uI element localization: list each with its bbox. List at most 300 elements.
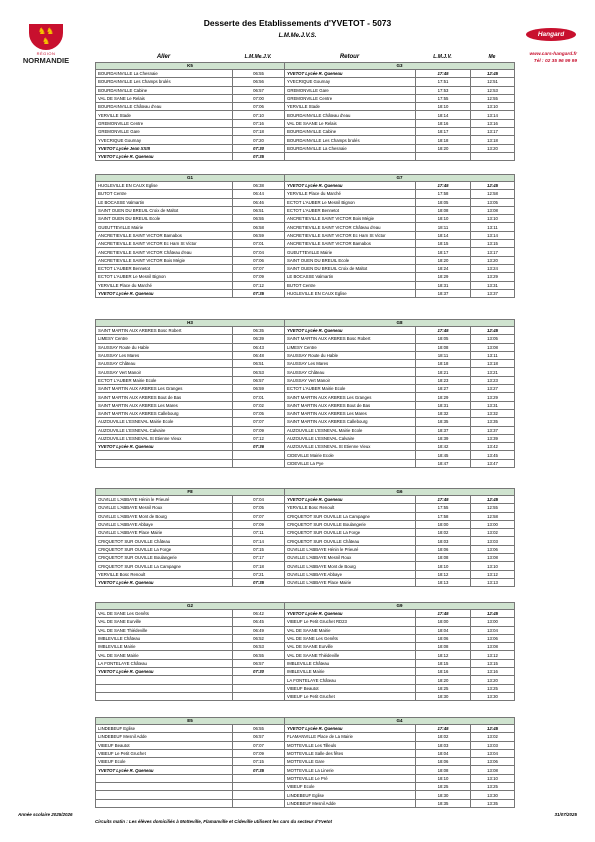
- time-retour: 18:23: [416, 376, 471, 384]
- stop-retour: LA FONTELAYE Château: [285, 676, 416, 684]
- stop-aller: SAUSSAY Vert Manoir: [96, 368, 233, 376]
- stop-aller: CRIQUETOT SUR OUVILLE Boulangerie: [96, 554, 233, 562]
- time-retour: 18:20: [416, 256, 471, 264]
- doc-date: 31/07/2025: [554, 812, 577, 817]
- stop-aller: BUTOT Centre: [96, 190, 233, 198]
- stop-retour: [285, 152, 416, 160]
- table-row: [96, 684, 515, 692]
- stop-aller: SAUSSAY Château: [96, 360, 233, 368]
- stop-aller: GREMONVILLE Centre: [96, 119, 233, 127]
- hangard-logo: Hangard: [526, 28, 576, 41]
- time-me: 13:10: [471, 562, 515, 570]
- time-aller: 07:18: [233, 562, 285, 570]
- time-me: 13:37: [471, 426, 515, 434]
- time-me: 13:25: [471, 783, 515, 791]
- time-me: 13:08: [471, 554, 515, 562]
- time-retour: 18:10: [416, 215, 471, 223]
- stop-retour: VIBEUF Ecole: [285, 783, 416, 791]
- timetable-block: [95, 319, 515, 468]
- stop-aller: YVETOT Lycée R. Queneau: [96, 668, 233, 676]
- table-row: [96, 741, 515, 749]
- table-row: [96, 626, 515, 634]
- region-label: NORMANDIE: [22, 56, 70, 65]
- stop-retour: GREMONVILLE Centre: [285, 94, 416, 102]
- table-row: [96, 86, 515, 94]
- stop-retour: BOURDAINVILLE La Chesnaie: [285, 144, 416, 152]
- stop-retour: VIBEUF Le Petit Gruchet RD23: [285, 618, 416, 626]
- stop-retour: IMBLEVILLE Château: [285, 659, 416, 667]
- stop-retour: BUTOT Centre: [285, 281, 416, 289]
- time-retour: 18:32: [416, 409, 471, 417]
- table-row: [96, 459, 515, 467]
- stop-retour: MOTTEVILLE La Linerie: [285, 766, 416, 774]
- time-me: 13:39: [471, 434, 515, 442]
- table-row: [96, 426, 515, 434]
- table-row: [96, 799, 515, 807]
- time-retour: 17:45: [416, 725, 471, 733]
- time-retour: 18:00: [416, 618, 471, 626]
- stop-retour: AUZOUVILLE L'ESNEVAL Mairie Ecole: [285, 426, 416, 434]
- time-retour: 18:42: [416, 443, 471, 451]
- time-aller: [233, 791, 285, 799]
- stop-aller: LINDEBEUF Eglise: [96, 725, 233, 733]
- time-me: 13:06: [471, 634, 515, 642]
- stop-aller: GUEUTTEVILLE Mairie: [96, 223, 233, 231]
- time-me: 13:15: [471, 240, 515, 248]
- stop-aller: VIBEUF Beautot: [96, 741, 233, 749]
- time-aller: 07:09: [233, 273, 285, 281]
- time-retour: 18:24: [416, 264, 471, 272]
- stop-retour: YERVILLE Bosc Renoult: [285, 504, 416, 512]
- stop-retour: YVETOT Lycée R. Queneau: [285, 725, 416, 733]
- time-retour: 17:58: [416, 512, 471, 520]
- time-retour: 18:29: [416, 393, 471, 401]
- stop-aller: YVETOT Lycée R. Queneau: [96, 766, 233, 774]
- table-row: [96, 610, 515, 618]
- table-row: [96, 335, 515, 343]
- time-retour: 18:17: [416, 128, 471, 136]
- time-me: 12:45: [471, 496, 515, 504]
- stop-retour: SAINT MARTIN AUX ARBRES Bosc Robert: [285, 335, 416, 343]
- time-aller: 07:06: [233, 256, 285, 264]
- stop-aller: BOURDAINVILLE La Chesnaie: [96, 70, 233, 78]
- stop-retour: SAINT MARTIN AUX ARBRES Les Granges: [285, 393, 416, 401]
- table-row: [96, 659, 515, 667]
- stop-retour: YERVILLE Place du Marché: [285, 190, 416, 198]
- stop-retour: MOTTEVILLE Les Tilleuls: [285, 741, 416, 749]
- time-me: 13:18: [471, 360, 515, 368]
- time-me: 12:55: [471, 504, 515, 512]
- time-me: 13:37: [471, 289, 515, 297]
- time-me: 13:31: [471, 281, 515, 289]
- time-aller: 06:38: [233, 182, 285, 190]
- time-me: 13:10: [471, 215, 515, 223]
- time-aller: 07:30: [233, 668, 285, 676]
- stop-aller: LE BOCASSE Valmartin: [96, 198, 233, 206]
- stop-retour: CRIQUETOT SUR OUVILLE La Forge: [285, 529, 416, 537]
- time-aller: 07:00: [233, 94, 285, 102]
- stop-aller: [96, 799, 233, 807]
- time-aller: 06:59: [233, 231, 285, 239]
- time-aller: 06:44: [233, 190, 285, 198]
- time-aller: 07:18: [233, 128, 285, 136]
- table-row: [96, 520, 515, 528]
- time-aller: 06:55: [233, 651, 285, 659]
- stop-retour: ECTOT L'AUBER Le Mesnil Bignon: [285, 198, 416, 206]
- stop-aller: LIMESY Centre: [96, 335, 233, 343]
- stop-retour: ECTOT L'AUBER Bennetot: [285, 206, 416, 214]
- stop-aller: OUVILLE L'ABBAYE Abbaye: [96, 520, 233, 528]
- time-retour: 18:30: [416, 791, 471, 799]
- stop-aller: YVETOT Lycée R. Queneau: [96, 443, 233, 451]
- time-aller: 07:35: [233, 289, 285, 297]
- stop-aller: BOURDAINVILLE Cabine: [96, 86, 233, 94]
- time-retour: 18:25: [416, 684, 471, 692]
- time-me: 13:03: [471, 537, 515, 545]
- time-me: 13:08: [471, 643, 515, 651]
- time-me: 13:21: [471, 368, 515, 376]
- table-row: [96, 562, 515, 570]
- time-aller: [233, 676, 285, 684]
- time-retour: 18:12: [416, 570, 471, 578]
- time-me: 13:02: [471, 529, 515, 537]
- stop-retour: BOURDAINVILLE Cabine: [285, 128, 416, 136]
- time-me: 13:11: [471, 351, 515, 359]
- time-aller: 06:39: [233, 335, 285, 343]
- time-aller: 07:06: [233, 103, 285, 111]
- time-aller: 07:16: [233, 119, 285, 127]
- time-me: 13:20: [471, 676, 515, 684]
- time-me: 13:17: [471, 128, 515, 136]
- stop-retour: YVETOT Lycée R. Queneau: [285, 70, 416, 78]
- table-row: [96, 385, 515, 393]
- time-me: 13:11: [471, 223, 515, 231]
- time-aller: 06:59: [233, 385, 285, 393]
- time-retour: 18:35: [416, 418, 471, 426]
- time-me: 12:58: [471, 190, 515, 198]
- table-row: [96, 401, 515, 409]
- table-row: [96, 144, 515, 152]
- time-retour: 17:55: [416, 504, 471, 512]
- time-aller: 07:07: [233, 418, 285, 426]
- table-row: [96, 512, 515, 520]
- stop-aller: YERVILLE Stade: [96, 111, 233, 119]
- stop-retour: SAINT MARTIN AUX ARBRES Bout de Bas: [285, 401, 416, 409]
- stop-retour: LINDEBEUF Eglise: [285, 791, 416, 799]
- stop-aller: VAL DE SANE Les Genêts: [96, 610, 233, 618]
- stop-retour: ANCRETIEVILLE SAINT VICTOR Ec Harn St Victor: [285, 231, 416, 239]
- time-aller: 06:55: [233, 725, 285, 733]
- circuit-code-row: [96, 175, 515, 182]
- time-retour: 18:13: [416, 578, 471, 586]
- circuit-code-retour: G6: [285, 489, 515, 496]
- time-aller: [233, 783, 285, 791]
- stop-retour: VAL DE SAANE Eurville: [285, 643, 416, 651]
- table-row: [96, 733, 515, 741]
- time-retour: 18:10: [416, 562, 471, 570]
- time-retour: 18:06: [416, 758, 471, 766]
- table-row: [96, 393, 515, 401]
- stop-retour: LINDEBEUF Mesnil Adde: [285, 799, 416, 807]
- stop-aller: YVETOT Lycée R. Queneau: [96, 289, 233, 297]
- time-retour: 18:06: [416, 634, 471, 642]
- circuit-code-retour: G7: [285, 175, 515, 182]
- time-me: 13:04: [471, 626, 515, 634]
- time-retour: 18:18: [416, 136, 471, 144]
- table-row: [96, 692, 515, 700]
- time-me: 12:55: [471, 94, 515, 102]
- time-aller: 07:15: [233, 545, 285, 553]
- table-row: [96, 368, 515, 376]
- time-aller: 06:46: [233, 198, 285, 206]
- time-retour: 17:45: [416, 496, 471, 504]
- table-row: [96, 152, 515, 160]
- stop-retour: YERVILLE Stade: [285, 103, 416, 111]
- time-me: 13:17: [471, 248, 515, 256]
- table-row: [96, 103, 515, 111]
- stop-aller: ANCRETIEVILLE SAINT VICTOR Château d'eau: [96, 248, 233, 256]
- school-year: Année scolaire 2025/2026: [18, 812, 73, 817]
- time-retour: 18:39: [416, 434, 471, 442]
- stop-aller: SAINT MARTIN AUX ARBRES Bout de Bas: [96, 393, 233, 401]
- time-retour: 18:08: [416, 766, 471, 774]
- stop-retour: GREMONVILLE Gare: [285, 86, 416, 94]
- time-me: 13:24: [471, 264, 515, 272]
- table-row: [96, 78, 515, 86]
- time-aller: 06:56: [233, 78, 285, 86]
- stop-retour: AUZOUVILLE L'ESNEVAL Calvaire: [285, 434, 416, 442]
- stop-retour: VAL DE SAANE Thiédeville: [285, 651, 416, 659]
- table-row: [96, 570, 515, 578]
- time-me: 13:12: [471, 570, 515, 578]
- table-row: [96, 545, 515, 553]
- time-retour: 18:11: [416, 223, 471, 231]
- time-me: 13:29: [471, 393, 515, 401]
- table-row: [96, 206, 515, 214]
- time-aller: 07:05: [233, 409, 285, 417]
- time-retour: 18:02: [416, 529, 471, 537]
- stop-aller: YVECRIQUE Gournay: [96, 136, 233, 144]
- table-row: [96, 791, 515, 799]
- table-row: [96, 766, 515, 774]
- time-aller: 06:58: [233, 223, 285, 231]
- circuit-code-retour: G3: [285, 63, 515, 70]
- lions-shield-icon: ♞♞ ♞: [29, 24, 63, 50]
- table-row: [96, 537, 515, 545]
- stop-retour: OUVILLE L'ABBAYE Mesnil Roux: [285, 554, 416, 562]
- stop-aller: SAINT MARTIN AUX ARBRES Bosc Robert: [96, 327, 233, 335]
- circuit-code-aller: G2: [96, 603, 285, 610]
- stop-aller: LA FONTELAYE Château: [96, 659, 233, 667]
- time-me: 12:45: [471, 725, 515, 733]
- time-me: 13:08: [471, 343, 515, 351]
- time-aller: 07:09: [233, 426, 285, 434]
- stop-aller: VIBEUF Le Petit Gruchet: [96, 749, 233, 757]
- stop-retour: MOTTEVILLE Le Pré: [285, 774, 416, 782]
- time-aller: [233, 692, 285, 700]
- time-retour: 18:30: [416, 692, 471, 700]
- carrier-website[interactable]: www.cars-hangard.fr: [529, 52, 577, 57]
- stop-retour: CRIQUETOT SUR OUVILLE Boulangerie: [285, 520, 416, 528]
- circuit-code-retour: G8: [285, 320, 515, 327]
- time-aller: 06:49: [233, 626, 285, 634]
- stop-aller: [96, 459, 233, 467]
- time-me: 13:30: [471, 791, 515, 799]
- time-retour: [416, 152, 471, 160]
- time-retour: 18:47: [416, 459, 471, 467]
- stop-aller: IMBLEVILLE Château: [96, 634, 233, 642]
- table-row: [96, 264, 515, 272]
- stop-aller: SAUSSAY Route du Hable: [96, 343, 233, 351]
- table-row: [96, 182, 515, 190]
- table-row: [96, 215, 515, 223]
- time-aller: [233, 459, 285, 467]
- time-retour: 17:58: [416, 190, 471, 198]
- time-aller: 06:45: [233, 618, 285, 626]
- table-row: [96, 443, 515, 451]
- time-me: 13:05: [471, 335, 515, 343]
- time-me: 13:08: [471, 766, 515, 774]
- time-me: 13:32: [471, 409, 515, 417]
- time-me: 13:00: [471, 520, 515, 528]
- time-retour: 18:17: [416, 248, 471, 256]
- time-aller: 07:36: [233, 443, 285, 451]
- stop-aller: SAINT OUEN DU BREUIL Ecole: [96, 215, 233, 223]
- time-retour: 18:29: [416, 273, 471, 281]
- time-retour: 18:12: [416, 651, 471, 659]
- stop-retour: VAL DE SANE Les Genêts: [285, 634, 416, 642]
- time-me: 13:35: [471, 799, 515, 807]
- stop-retour: SAUSSAY Vert Manoir: [285, 376, 416, 384]
- time-retour: 17:45: [416, 182, 471, 190]
- time-aller: 06:51: [233, 360, 285, 368]
- footer-note: Circuits matin : Les élèves domiciliés à Motteville, Flamanville et Cideville utilisent les cars du secteur d'Yvetot: [95, 819, 332, 824]
- stop-aller: SAUSSAY Les Mares: [96, 351, 233, 359]
- time-aller: 07:02: [233, 401, 285, 409]
- table-row: [96, 198, 515, 206]
- stop-aller: [96, 783, 233, 791]
- time-me: 13:15: [471, 659, 515, 667]
- stop-aller: VAL DE SANE Eurville: [96, 618, 233, 626]
- time-retour: 18:27: [416, 385, 471, 393]
- table-row: [96, 529, 515, 537]
- time-me: 12:45: [471, 70, 515, 78]
- table-row: [96, 327, 515, 335]
- time-aller: 07:07: [233, 741, 285, 749]
- stop-retour: YVETOT Lycée R. Queneau: [285, 182, 416, 190]
- page-subtitle: L.M.Me.J.V.S.: [278, 33, 317, 39]
- col-retour-days: L.M.J.V.: [415, 52, 470, 64]
- time-me: 13:16: [471, 119, 515, 127]
- stop-aller: OUVILLE L'ABBAYE Place Mairie: [96, 529, 233, 537]
- stop-retour: MOTTEVILLE Gare: [285, 758, 416, 766]
- time-retour: 18:05: [416, 198, 471, 206]
- circuit-code-aller: H3: [96, 320, 285, 327]
- time-retour: 18:03: [416, 741, 471, 749]
- stop-retour: ECTOT L'AUBER Mairie Ecole: [285, 385, 416, 393]
- time-aller: 07:35: [233, 152, 285, 160]
- table-row: [96, 676, 515, 684]
- time-me: 13:12: [471, 651, 515, 659]
- stop-retour: ANCRETIEVILLE SAINT VICTOR Bamabos: [285, 240, 416, 248]
- stop-aller: ECTOT L'AUBER Mairie Ecole: [96, 376, 233, 384]
- stop-aller: [96, 451, 233, 459]
- table-row: [96, 136, 515, 144]
- table-row: [96, 668, 515, 676]
- stop-aller: SAINT MARTIN AUX ARBRES Callebourg: [96, 409, 233, 417]
- stop-retour: LIMESY Centre: [285, 343, 416, 351]
- stop-aller: ECTOT L'AUBER Le Mesnil Bignon: [96, 273, 233, 281]
- table-row: [96, 774, 515, 782]
- time-me: 12:45: [471, 610, 515, 618]
- circuit-code-aller: K5: [96, 63, 285, 70]
- stop-retour: BOURDAINVILLE Les Champs brulés: [285, 136, 416, 144]
- circuit-code-row: [96, 718, 515, 725]
- stop-aller: ANCRETIEVILLE SAINT VICTOR Bois Mégie: [96, 256, 233, 264]
- time-me: 13:23: [471, 376, 515, 384]
- time-retour: 18:21: [416, 368, 471, 376]
- time-aller: 07:12: [233, 434, 285, 442]
- col-retour: Retour: [284, 52, 415, 64]
- stop-aller: HUGLEVILLE EN CAUX Eglise: [96, 182, 233, 190]
- time-aller: 07:07: [233, 264, 285, 272]
- table-row: [96, 725, 515, 733]
- time-retour: 17:55: [416, 94, 471, 102]
- stop-aller: YVETOT Lycée R. Queneau: [96, 152, 233, 160]
- time-aller: [233, 451, 285, 459]
- time-retour: 18:10: [416, 774, 471, 782]
- time-me: 13:00: [471, 618, 515, 626]
- stop-retour: VIBEUF Beautot: [285, 684, 416, 692]
- table-row: [96, 70, 515, 78]
- time-aller: 06:53: [233, 368, 285, 376]
- stop-retour: SAINT MARTIN AUX ARBRES Les Mares: [285, 409, 416, 417]
- time-aller: 06:57: [233, 376, 285, 384]
- time-retour: 18:08: [416, 343, 471, 351]
- time-me: 13:45: [471, 451, 515, 459]
- stop-aller: LINDEBEUF Mesnil Adde: [96, 733, 233, 741]
- table-row: [96, 343, 515, 351]
- table-row: [96, 504, 515, 512]
- timetable-block: [95, 602, 515, 701]
- time-me: 13:06: [471, 758, 515, 766]
- table-row: [96, 554, 515, 562]
- table-row: [96, 351, 515, 359]
- stop-retour: LE BOCASSE Valmartin: [285, 273, 416, 281]
- table-row: [96, 119, 515, 127]
- time-retour: 18:16: [416, 668, 471, 676]
- stop-aller: IMBLEVILLE Mairie: [96, 643, 233, 651]
- time-retour: 17:45: [416, 327, 471, 335]
- time-retour: 18:16: [416, 119, 471, 127]
- stop-retour: CRIQUETOT SUR OUVILLE Château: [285, 537, 416, 545]
- time-aller: [233, 684, 285, 692]
- stop-retour: HUGLEVILLE EN CAUX Eglise: [285, 289, 416, 297]
- time-retour: 18:37: [416, 289, 471, 297]
- time-me: 12:53: [471, 86, 515, 94]
- time-retour: 18:18: [416, 360, 471, 368]
- circuit-code-row: [96, 603, 515, 610]
- time-retour: 18:10: [416, 103, 471, 111]
- time-retour: 18:25: [416, 783, 471, 791]
- stop-aller: AUZOUVILLE L'ESNEVAL St Etienne Vieux: [96, 434, 233, 442]
- time-aller: 06:48: [233, 351, 285, 359]
- time-retour: 18:35: [416, 799, 471, 807]
- table-row: [96, 578, 515, 586]
- stop-retour: YVETOT Lycée R. Queneau: [285, 496, 416, 504]
- stop-retour: IMBLEVILLE Mairie: [285, 668, 416, 676]
- time-me: 13:10: [471, 103, 515, 111]
